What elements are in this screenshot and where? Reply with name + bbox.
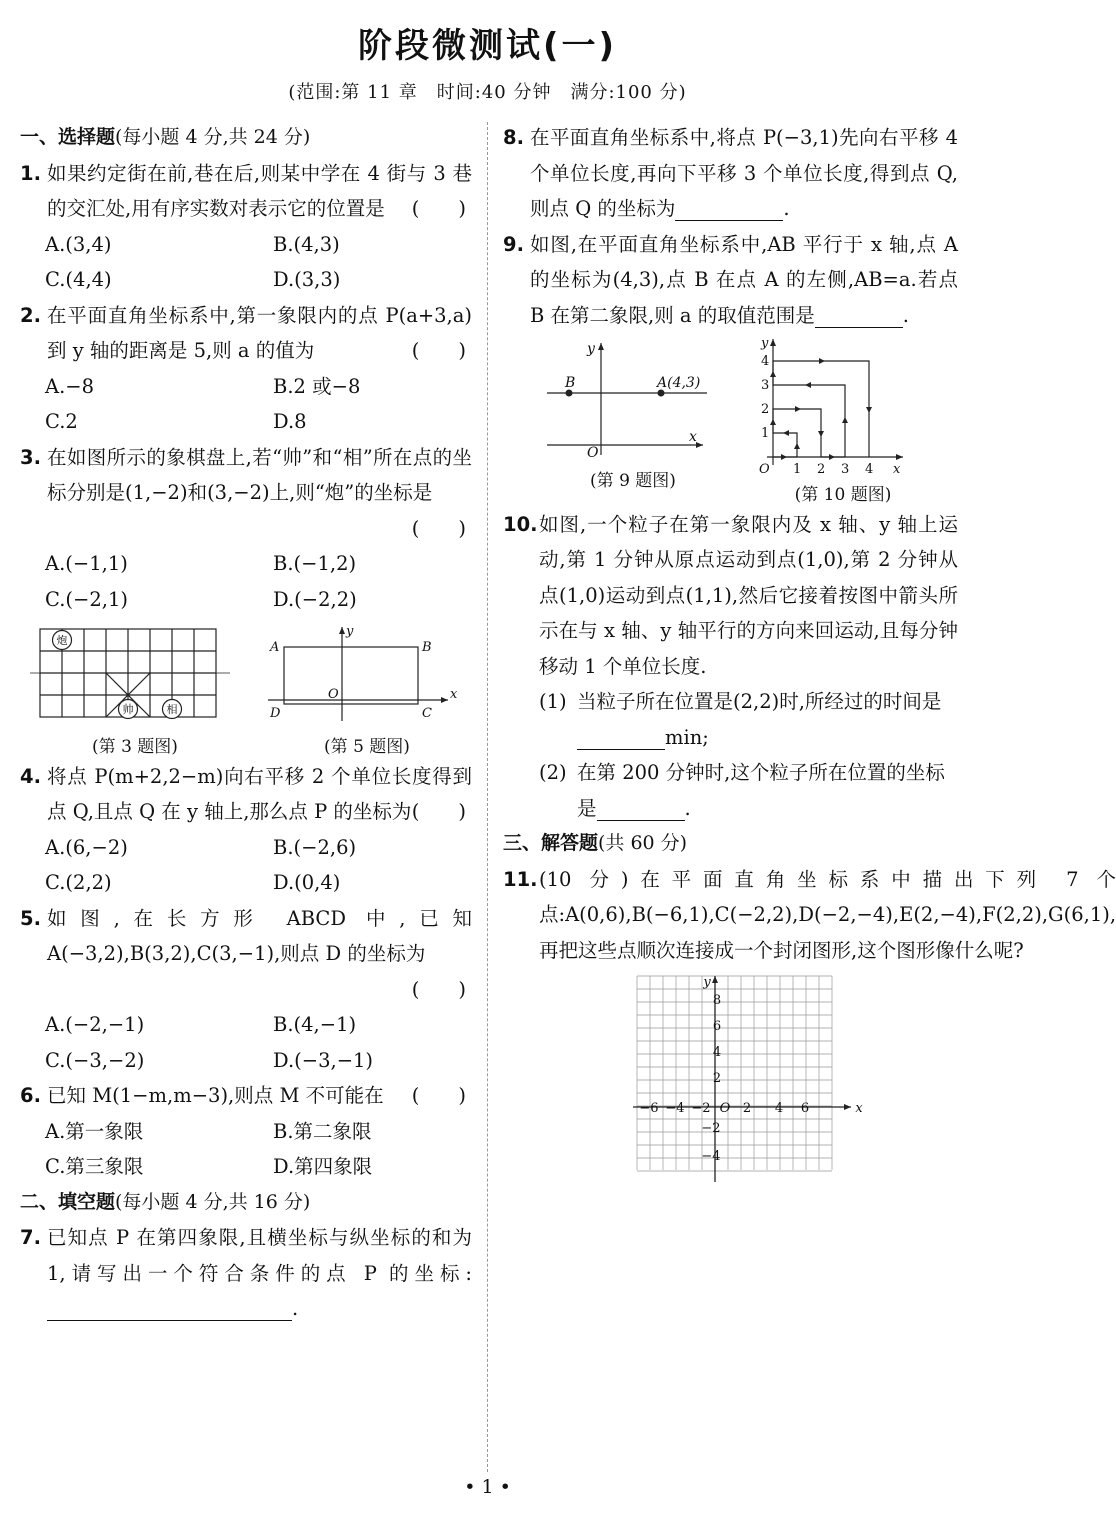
option: C.(−2,1): [45, 587, 128, 611]
particle-path-figure: [753, 337, 913, 477]
tick-x: 6: [800, 1101, 810, 1116]
page-number: • 1 •: [464, 1476, 511, 1498]
question-text: 将点 P(m+2,2−m)向右平移 2 个单位长度得到点 Q,且点 Q 在 y 轴上,那么点 P 的坐标为: [47, 764, 472, 823]
question-number: 8.: [503, 126, 524, 149]
question-text: 如图,在长方形 ABCD 中,已知 A(−3,2),B(3,2),C(3,−1),则点 D 的坐标为: [47, 906, 472, 965]
figure-3: [20, 625, 250, 759]
option: B.(−1,2): [273, 552, 357, 575]
question-number: 1.: [20, 161, 41, 185]
tick-x: −4: [665, 1101, 685, 1116]
sub-text: 在第 200 分钟时,这个粒子所在位置的坐标是: [577, 761, 945, 820]
option: A.第一象限: [45, 1119, 144, 1143]
label-a: A: [270, 640, 280, 655]
option: A.(−1,1): [45, 552, 128, 575]
question-11: [503, 862, 1116, 969]
section-heading-fill: 二、填空题(每小题 4 分,共 16 分): [20, 1190, 311, 1213]
figures-3-5: [20, 625, 472, 759]
question-9: 9. 如图,在平面直角坐标系中,AB 平行于 x 轴,点 A 的坐标为(4,3),点 B 在点 A 的左侧,AB=a.若点 B 在第二象限,则 a 的取值范围是 .: [503, 227, 958, 334]
figure-5: [262, 625, 472, 759]
tick-y: −4: [701, 1149, 721, 1164]
label-y: y: [761, 336, 769, 351]
option: D.第四象限: [273, 1155, 373, 1178]
option: B.2 或−8: [273, 374, 361, 398]
unit: min;: [665, 725, 709, 749]
label-y: y: [346, 624, 354, 639]
piece-pao: 炮: [56, 634, 68, 647]
question-text: 在如图所示的象棋盘上,若“帅”和“相”所在点的坐标分别是(1,−2)和(3,−2)上,则“炮”的坐标是: [47, 445, 472, 504]
tick-x: 2: [817, 462, 826, 477]
page-subtitle: (范围:第 11 章 时间:40 分钟 满分:100 分): [288, 82, 687, 103]
option: D.(−2,2): [273, 587, 357, 611]
answer-paren: ( ): [411, 1084, 466, 1107]
label-origin: O: [587, 445, 599, 461]
label-x: x: [893, 462, 901, 477]
tick-y: 1: [761, 426, 770, 441]
figure-11: [503, 974, 958, 1196]
answer-paren: ( ): [411, 516, 466, 540]
question-number: 4.: [20, 764, 41, 788]
question-8: 8. 在平面直角坐标系中,将点 P(−3,1)先向右平移 4 个单位长度,再向下平移 3 个单位长度,得到点 Q,则点 Q 的坐标为 .: [503, 120, 958, 227]
sub-number: (2): [539, 761, 567, 784]
answer-paren: ( ): [411, 800, 466, 823]
options-3: [20, 546, 472, 617]
question-number: 11.: [503, 867, 538, 891]
options-2: [20, 369, 472, 440]
option: C.(2,2): [45, 871, 112, 894]
tick-y: 3: [761, 378, 770, 393]
section-heading-choice: 一、选择题(每小题 4 分,共 24 分): [20, 126, 311, 148]
option: D.(0,4): [273, 871, 341, 894]
question-10-part-2: (2) 在第 200 分钟时,这个粒子所在位置的坐标是 .: [503, 755, 958, 826]
question-text: 已知 M(1−m,m−3),则点 M 不可能在: [47, 1084, 384, 1107]
tick-y: 8: [712, 993, 722, 1008]
options-4: [20, 830, 472, 901]
question-6: [20, 1078, 472, 1114]
section-heading-answer: 三、解答题(共 60 分): [503, 832, 688, 854]
figure-caption: (第 5 题图): [324, 736, 410, 757]
option: B.第二象限: [273, 1119, 372, 1143]
piece-xiang: 相: [166, 703, 178, 716]
question-7: 7. 已知点 P 在第四象限,且横坐标与纵坐标的和为 1,请写出一个符合条件的点 P 的坐标:.: [20, 1220, 472, 1327]
sub-text: 当粒子所在位置是(2,2)时,所经过的时间是: [577, 690, 942, 713]
question-text: (10 分)在平面直角坐标系中描出下列 7 个点:A(0,6),B(−6,1),C(−2,2),D(−2,−4),E(2,−4),F(2,2),G(6,1),再把这些点顺次连接成一个封闭图形,这个图形像什么呢?: [539, 867, 1116, 962]
label-x: x: [855, 1101, 863, 1116]
tick-x: −2: [691, 1101, 711, 1116]
question-text: 在平面直角坐标系中,第一象限内的点 P(a+3,a)到 y 轴的距离是 5,则 a 的值为: [47, 303, 472, 362]
piece-shuai: 帅: [122, 703, 134, 716]
option: A.−8: [45, 374, 95, 398]
tick-y: 4: [761, 354, 770, 369]
question-text: 已知点 P 在第四象限,且横坐标与纵坐标的和为 1,请写出一个符合条件的点 P 的坐标:: [47, 1226, 472, 1285]
label-origin: O: [328, 687, 339, 702]
option: C.(−3,−2): [45, 1048, 145, 1072]
question-2: [20, 298, 472, 369]
question-number: 3.: [20, 445, 41, 469]
figure-10: [753, 337, 933, 507]
question-number: 10.: [503, 512, 538, 536]
question-5: [20, 901, 472, 1008]
question-4: [20, 759, 472, 830]
option: B.(4,−1): [273, 1013, 357, 1036]
sub-number: (1): [539, 690, 567, 713]
label-a: A(4,3): [657, 375, 701, 391]
label-y: y: [587, 341, 595, 357]
chessboard-figure: [20, 625, 240, 723]
label-x: x: [689, 429, 697, 445]
answer-blank[interactable]: [597, 796, 685, 821]
figures-9-10: [503, 337, 958, 507]
figure-9: [543, 337, 723, 493]
figure-caption: (第 10 题图): [794, 484, 892, 505]
option: B.(−2,6): [273, 835, 357, 859]
tick-y: 2: [712, 1071, 722, 1086]
left-column: [20, 120, 472, 1327]
question-number: 5.: [20, 906, 41, 930]
tick-y: 6: [712, 1019, 722, 1034]
answer-blank[interactable]: [47, 1296, 292, 1321]
question-3: [20, 440, 472, 547]
label-origin: O: [719, 1101, 731, 1116]
option: A.(−2,−1): [45, 1013, 145, 1036]
label-b: B: [565, 375, 576, 391]
question-number: 6.: [20, 1084, 41, 1107]
column-divider: [487, 122, 488, 1472]
tick-x: 2: [742, 1101, 752, 1116]
question-1: [20, 156, 472, 227]
option: D.(3,3): [273, 268, 341, 291]
question-number: 2.: [20, 303, 41, 327]
options-6: [20, 1114, 472, 1185]
label-c: C: [422, 706, 432, 721]
rectangle-figure: [262, 625, 462, 723]
option: C.(4,4): [45, 268, 112, 291]
tick-x: 4: [774, 1101, 784, 1116]
answer-paren: ( ): [411, 977, 466, 1001]
label-d: D: [270, 706, 281, 721]
label-b: B: [422, 640, 432, 655]
tick-x: 1: [793, 462, 802, 477]
option: C.2: [45, 410, 78, 433]
tick-x: −6: [639, 1101, 659, 1116]
question-text: 在平面直角坐标系中,将点 P(−3,1)先向右平移 4 个单位长度,再向下平移 3 个单位长度,得到点 Q,则点 Q 的坐标为: [530, 126, 958, 220]
question-10: [503, 507, 958, 685]
option: D.8: [273, 410, 307, 433]
right-column: [503, 120, 1116, 1196]
tick-x: 4: [865, 462, 874, 477]
label-x: x: [450, 687, 458, 702]
label-y: y: [703, 975, 711, 990]
figure-caption: (第 3 题图): [92, 736, 178, 757]
figure-caption: (第 9 题图): [590, 470, 676, 491]
tick-y: −2: [701, 1121, 721, 1136]
label-origin: O: [759, 462, 770, 477]
answer-blank[interactable]: [577, 725, 665, 750]
question-text: 如图,一个粒子在第一象限内及 x 轴、y 轴上运动,第 1 分钟从原点运动到点(1,0),第 2 分钟从点(1,0)运动到点(1,1),然后它接着按图中箭头所示在与 x 轴、y 轴平行的方向来回运动,且每分钟移动 1 个单位长度.: [539, 512, 958, 678]
option: C.第三象限: [45, 1155, 144, 1178]
option: A.(3,4): [45, 232, 112, 256]
page-title: 阶段微测试(一): [357, 26, 618, 66]
options-1: [20, 227, 472, 298]
axis-figure-9: [543, 337, 713, 461]
answer-paren: ( ): [411, 339, 466, 362]
question-number: 7.: [20, 1226, 41, 1249]
option: B.(4,3): [273, 232, 340, 256]
answer-blank[interactable]: [675, 196, 783, 221]
coordinate-grid: [633, 974, 873, 1184]
option: D.(−3,−1): [273, 1048, 374, 1072]
question-number: 9.: [503, 232, 524, 256]
tick-x: 3: [841, 462, 850, 477]
tick-y: 4: [712, 1045, 722, 1060]
tick-y: 2: [761, 402, 770, 417]
options-5: [20, 1007, 472, 1078]
option: A.(6,−2): [45, 835, 128, 859]
question-text: 如图,在平面直角坐标系中,AB 平行于 x 轴,点 A 的坐标为(4,3),点 B 在点 A 的左侧,AB=a.若点 B 在第二象限,则 a 的取值范围是: [530, 232, 958, 327]
answer-paren: ( ): [411, 197, 466, 220]
question-10-part-1: [503, 684, 958, 755]
question-text: 如果约定街在前,巷在后,则某中学在 4 街与 3 巷的交汇处,用有序实数对表示它的位置是: [47, 161, 472, 220]
answer-blank[interactable]: [815, 303, 903, 328]
